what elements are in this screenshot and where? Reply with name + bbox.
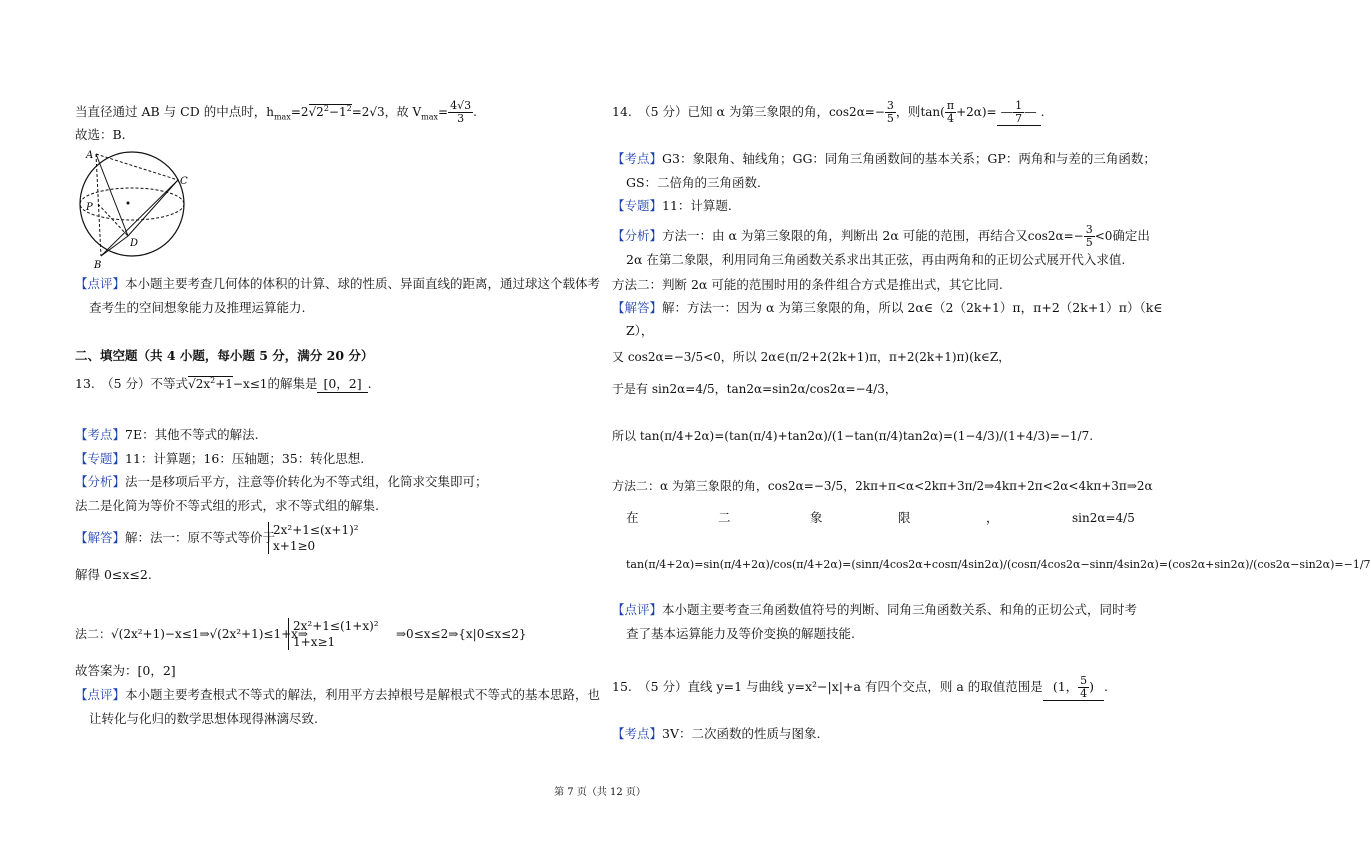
kaodian-tag: 【考点】 — [612, 726, 663, 741]
m2-system-1: 2x²+1≤(1+x)² — [293, 619, 379, 633]
fenxi-13 — [75, 474, 488, 490]
kaodian-tag: 【考点】 — [612, 151, 663, 166]
q13-expr: $√2x^2+1-x\le 1$ — [188, 376, 268, 391]
q13-mid: 的解集是 — [267, 376, 318, 391]
answer-text: 故选：B. — [75, 127, 126, 142]
m2-word-b: 二 — [718, 510, 731, 525]
method2-14-line1: 方法二：α 为第三象限的角，cos2α=−3/5，2kπ+π<α<2kπ+3π/2⇒4kπ+2π<2α<4kπ+3π⇒2α — [612, 479, 1153, 493]
fenxi-14-line3: 方法二：判断 2α 可能的范围时用的条件组合方式是推出式，其它比同. — [612, 277, 1003, 292]
label-p: P — [86, 202, 93, 213]
question-15 — [612, 675, 1108, 701]
label-b: B — [94, 260, 102, 271]
jieda-text: 解：法一：原不等式等价于 — [125, 530, 276, 545]
q15-end: . — [1104, 679, 1109, 694]
system-line-2: x+1≥0 — [273, 539, 316, 553]
m2-prefix: 法二： — [75, 627, 112, 641]
kaodian-14 — [612, 151, 1156, 167]
hmax-expr: $h_{max}=2√2^2-1^2=2√3$，故 $V_{max}=$ $\frac{4√3}{3}$ . — [266, 99, 477, 125]
kaodian-text: 3V：二次函数的性质与图象. — [662, 726, 821, 741]
section-heading: 二、填空题（共 4 小题，每小题 5 分，满分 20 分） — [75, 348, 374, 363]
method2-14-line3: tan(π/4+2α)=sin(π/4+2α)/cos(π/4+2α)=(sinπ/4cos2α+cosπ/4sin2α)/(cosπ/4cos2α−sinπ/4sin2α)=(cos2α+sin2α)/(cos2α−sin2α)=−1/7 — [626, 558, 1371, 571]
q15-prefix: 15. （5 分）直线 y=1 与曲线 y=x²−|x|+a 有四个交点，则 a 的取值范围是 — [612, 679, 1043, 694]
comment-text-2: 查考生的空间想象能力及推理运算能力. — [89, 300, 306, 315]
kaodian-15 — [612, 726, 820, 742]
method2-system — [288, 618, 379, 650]
jieda-tag: 【解答】 — [75, 530, 126, 545]
zhuanti-text: 11：计算题；16：压轴题；35：转化思想. — [125, 451, 365, 466]
q14-prefix: 14. （5 分）已知 α 为第三象限的角， — [612, 104, 829, 119]
m2-sin2a: sin2α=4/5 — [1072, 511, 1135, 525]
fenxi-text: 法一是移项后平方，注意等价转化为不等式组，化简求交集即可； — [125, 474, 488, 489]
edge-cd — [128, 180, 178, 236]
label-a: A — [86, 150, 94, 161]
kaodian-text: G3：象限角、轴线角；GG：同角三角函数间的基本关系；GP：两角和与差的三角函数； — [662, 151, 1156, 166]
jieda-result: 解得 0≤x≤2. — [75, 567, 152, 582]
comment-text: 本小题主要考查几何体的体积的计算、球的性质、异面直线的距离，通过球这个载体考 — [125, 276, 601, 291]
fenxi-cond: cos2α=− $\frac{3}{5}$ <0 — [1027, 223, 1113, 249]
m2-word-c: 象 — [810, 510, 823, 525]
comment-block-14 — [612, 602, 1137, 618]
q14-ask: tan( $\frac{\pi}{4}$ +2α)= — [920, 99, 997, 125]
comment-tag: 【点评】 — [75, 687, 126, 702]
fenxi-text: 方法一：由 α 为第三象限的角，判断出 2α 可能的范围，再结合又 — [662, 228, 1028, 243]
kaodian-tag: 【考点】 — [75, 427, 126, 442]
sphere-equator — [80, 188, 184, 220]
q13-prefix: 13. （5 分）不等式 — [75, 376, 189, 391]
q14-answer: — $\frac{1}{7}$ — — [997, 100, 1041, 126]
m2-word-e: ， — [986, 510, 999, 525]
edge-ad — [96, 154, 128, 236]
jieda-text: 解：方法一：因为 α 为第三象限的角，所以 2α∈（2（2k+1）π，π+2（2k+1）π）（k∈ — [662, 300, 1163, 315]
edge-bc — [101, 180, 178, 256]
method2-13 — [75, 626, 308, 642]
q13-end: . — [367, 376, 372, 391]
jieda-14 — [612, 300, 1163, 316]
jieda-14-line5 — [612, 428, 1093, 444]
page-footer: 第 7 页（共 12 页） — [554, 787, 646, 798]
q14-end: . — [1040, 104, 1045, 119]
center-dot — [127, 202, 130, 205]
comment-13-line2: 让转化与化归的数学思想体现得淋漓尽致. — [89, 711, 318, 726]
m2-expr: √(2x²+1)−x≤1⇒√(2x²+1)≤1+x⇒ — [111, 627, 308, 641]
fenxi-14 — [612, 224, 1150, 249]
sphere-figure — [68, 148, 198, 270]
q13-answer: [0，2] — [317, 376, 367, 393]
fenxi-14-line2: 2α 在第二象限，利用同角三角函数关系求出其正弦，再由两角和的正切公式展开代入求值. — [626, 252, 1126, 267]
text: 当直径通过 AB 与 CD 的中点时， — [75, 104, 267, 119]
kaodian-14-line2: GS：二倍角的三角函数. — [626, 175, 762, 190]
fenxi-13-line2: 法二是化简为等价不等式组的形式，求不等式组的解集. — [75, 498, 379, 513]
comment-text: 本小题主要考查根式不等式的解法，利用平方去掉根号是解根式不等式的基本思路，也 — [125, 687, 601, 702]
q14-cond: cos2α=− $\frac{3}{5}$ ， — [828, 99, 908, 125]
question-14: 14. （5 分）已知 α 为第三象限的角，cos2α=− $\frac{3}{5}$ ，则tan( $\frac{\pi}{4}$ +2α)= — $\frac{1}{7}$ — . — [612, 99, 1045, 125]
q15-answer: (1， $\frac{5}{4}$ ) — [1043, 675, 1104, 701]
comment-block-13 — [75, 687, 600, 703]
left-line-1 — [75, 100, 477, 125]
jieda-14-line3: 又 cos2α=−3/5<0，所以 2α∈(π/2+2(2k+1)π，π+2(2k+1)π)(k∈Z， — [612, 350, 1011, 364]
fenxi-text-end: 确定出 — [1112, 228, 1150, 243]
m2-word-d: 限 — [898, 510, 911, 525]
zhuanti-tag: 【专题】 — [75, 451, 126, 466]
comment-14-line2: 查了基本运算能力及等价变换的解题技能. — [626, 626, 855, 641]
comment-block-1 — [75, 276, 600, 292]
kaodian-text: 7E：其他不等式的解法. — [125, 427, 259, 442]
line5-expr: (tan(π/4)+tan2α)/(1−tan(π/4)tan2α)=(1−4/3)/(1+4/3)=−1/7. — [724, 429, 1094, 443]
zhuanti-text: 11：计算题. — [662, 198, 732, 213]
label-d: D — [130, 238, 139, 249]
zhuanti-13 — [75, 451, 364, 467]
question-13 — [75, 373, 372, 393]
edge-ac — [96, 154, 178, 180]
final-answer: 故答案为：[0，2] — [75, 663, 176, 678]
jieda-14-line2: Z）， — [626, 323, 654, 338]
fenxi-tag: 【分析】 — [612, 228, 663, 243]
jieda-14-line4: 于是有 sin2α=4/5，tan2α=sin2α/cos2α=−4/3， — [612, 382, 897, 396]
zhuanti-14 — [612, 198, 732, 214]
jieda-tag: 【解答】 — [612, 300, 663, 315]
label-c: C — [180, 176, 188, 187]
zhuanti-tag: 【专题】 — [612, 198, 663, 213]
m2-word-a: 在 — [626, 510, 639, 525]
jieda-13 — [75, 530, 275, 546]
comment-tag: 【点评】 — [612, 602, 663, 617]
m2-system-2: 1+x≥1 — [293, 635, 336, 649]
method2-tail: ⇒0≤x≤2⇒{x|0≤x≤2} — [396, 627, 527, 641]
comment-tag: 【点评】 — [75, 276, 126, 291]
comment-text: 本小题主要考查三角函数值符号的判断、同角三角函数关系、和角的正切公式，同时考 — [662, 602, 1138, 617]
jieda-13-system — [268, 522, 359, 554]
fenxi-tag: 【分析】 — [75, 474, 126, 489]
kaodian-13 — [75, 427, 259, 443]
line5-prefix: 所以 tan(π/4+2α)= — [612, 429, 725, 443]
system-line-1: 2x²+1≤(x+1)² — [273, 523, 359, 537]
